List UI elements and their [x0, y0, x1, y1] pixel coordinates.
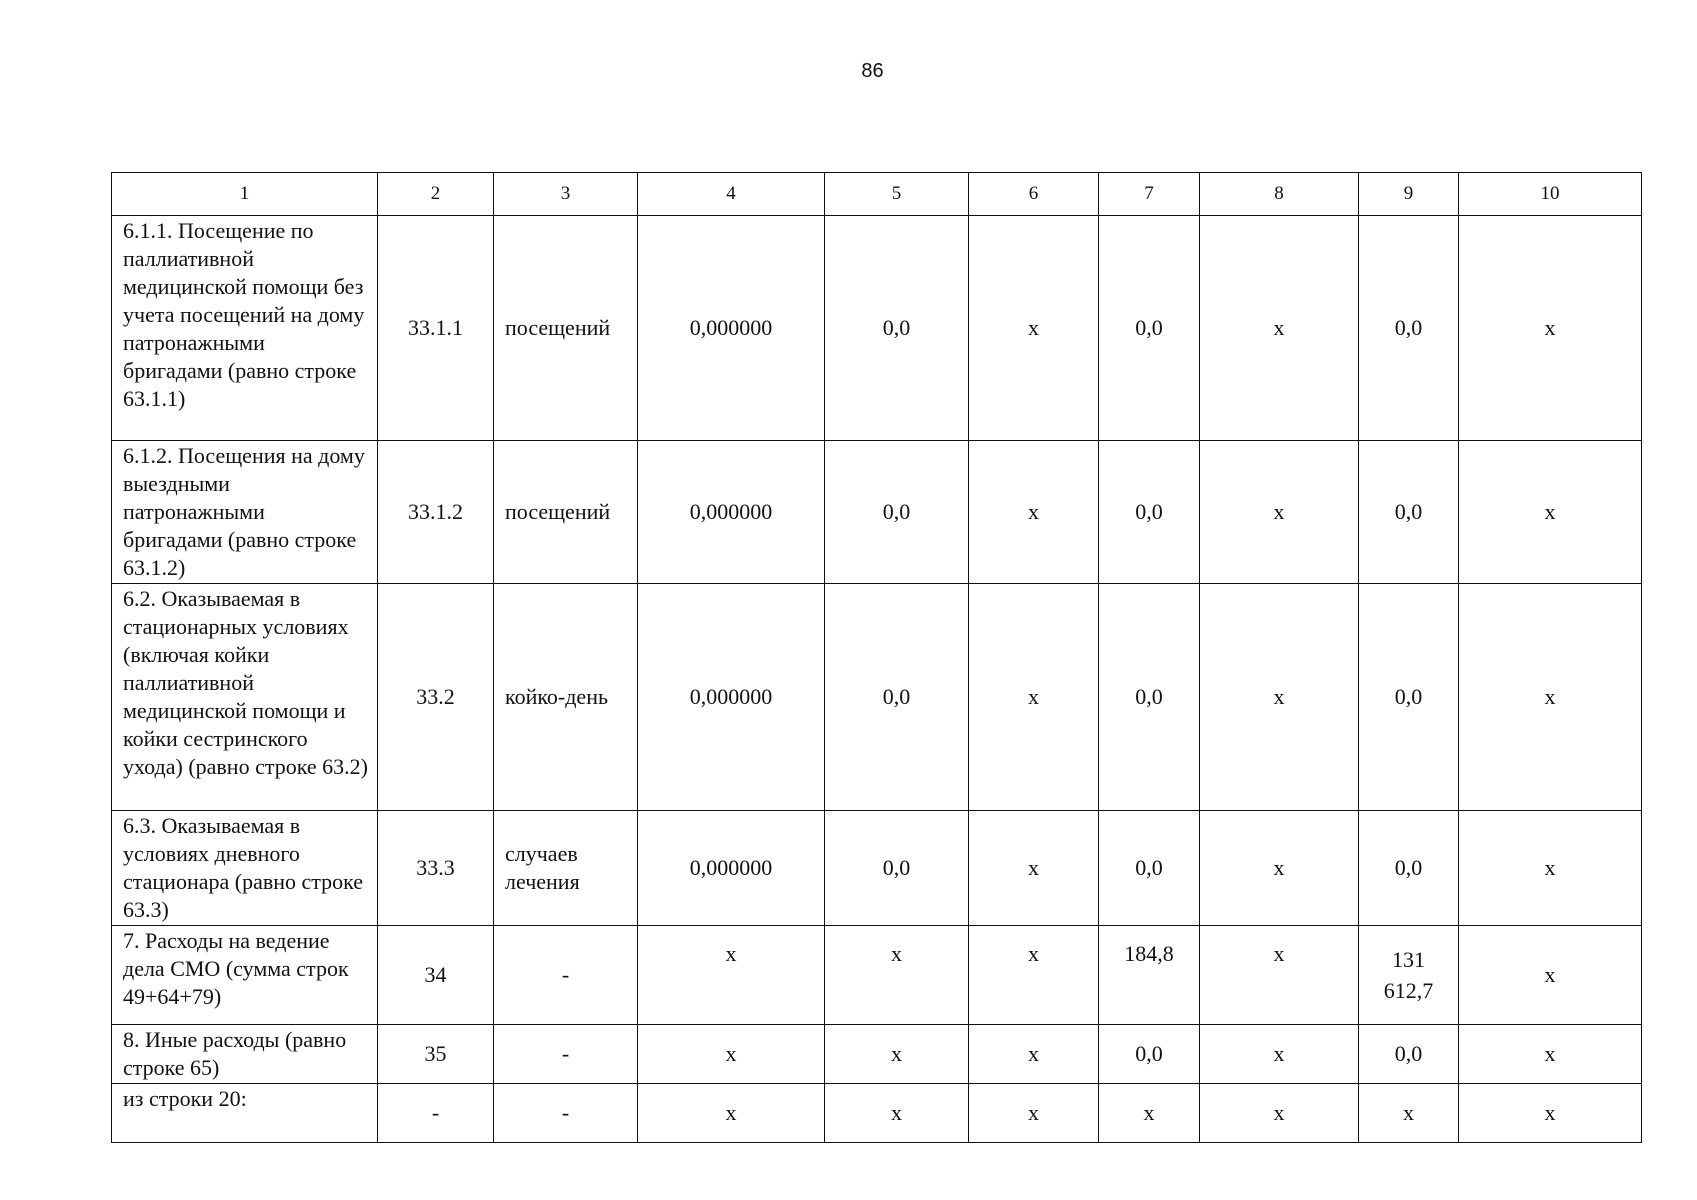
table-cell: 184,8 [1099, 926, 1200, 1025]
table-cell: 0,0 [825, 811, 969, 926]
column-header: 8 [1200, 173, 1359, 216]
table-cell: х [969, 1084, 1099, 1143]
table-cell: х [969, 584, 1099, 811]
table-row [112, 584, 1642, 811]
row-unit-cell: койко-день [494, 584, 638, 811]
table-cell: 0,0 [1099, 584, 1200, 811]
table-cell: 0,0 [825, 216, 969, 441]
table-cell: х [1459, 216, 1642, 441]
table-cell: 0,0 [825, 441, 969, 584]
table-cell: 0,0 [1359, 441, 1459, 584]
table-row [112, 1025, 1642, 1084]
table-cell: 0,0 [1099, 811, 1200, 926]
table-cell: 0,0 [1099, 441, 1200, 584]
table-row [112, 811, 1642, 926]
column-header: 3 [494, 173, 638, 216]
row-name-cell: 6.2. Оказываемая в стационарных условиях (включая койки паллиативной медицинской помощи и койки сестринского ухода) (равно строке 63.2) [112, 584, 378, 811]
column-header: 4 [638, 173, 825, 216]
table-cell: х [1459, 1025, 1642, 1084]
row-unit-cell: посещений [494, 216, 638, 441]
table-cell: х [1200, 926, 1359, 1025]
table-cell: 0,000000 [638, 441, 825, 584]
table-cell: х [1459, 1084, 1642, 1143]
table-cell: 0,000000 [638, 216, 825, 441]
row-code-cell: 33.1.2 [378, 441, 494, 584]
row-code-cell: 34 [378, 926, 494, 1025]
table-cell: х [1459, 811, 1642, 926]
table-cell: х [1200, 1025, 1359, 1084]
column-header: 7 [1099, 173, 1200, 216]
table-cell: х [1200, 1084, 1359, 1143]
row-name-cell: из строки 20: [112, 1084, 378, 1143]
table-cell: х [1359, 1084, 1459, 1143]
table-cell: х [638, 1084, 825, 1143]
row-code-cell: 33.1.1 [378, 216, 494, 441]
table-header-row [112, 173, 1642, 216]
table-cell: х [1200, 216, 1359, 441]
column-header: 9 [1359, 173, 1459, 216]
row-name-cell: 6.1.1. Посещение по паллиативной медицинской помощи без учета посещений на дому патронажными бригадами (равно строке 63.1.1) [112, 216, 378, 441]
table-cell: х [825, 1025, 969, 1084]
table-cell: х [1200, 584, 1359, 811]
row-unit-cell: - [494, 1025, 638, 1084]
table-cell: 0,0 [1099, 1025, 1200, 1084]
table-cell: х [825, 926, 969, 1025]
table-cell: х [1099, 1084, 1200, 1143]
column-header: 10 [1459, 173, 1642, 216]
column-header: 1 [112, 173, 378, 216]
table-cell: х [638, 926, 825, 1025]
table-cell: 0,0 [1359, 216, 1459, 441]
table-cell: 131 612,7 [1359, 926, 1459, 1025]
table-cell: х [969, 441, 1099, 584]
table-row [112, 1084, 1642, 1143]
row-unit-cell: случаев лечения [494, 811, 638, 926]
table-cell: х [825, 1084, 969, 1143]
table-cell: х [638, 1025, 825, 1084]
row-code-cell: 33.2 [378, 584, 494, 811]
table-cell: х [969, 1025, 1099, 1084]
row-name-cell: 7. Расходы на ведение дела СМО (сумма строк 49+64+79) [112, 926, 378, 1025]
table-cell: 0,0 [825, 584, 969, 811]
data-table [111, 172, 1642, 1143]
table-cell: 0,0 [1099, 216, 1200, 441]
table-cell: х [1459, 926, 1642, 1025]
row-name-cell: 8. Иные расходы (равно строке 65) [112, 1025, 378, 1084]
table-cell: х [1200, 441, 1359, 584]
table-cell: х [969, 216, 1099, 441]
row-unit-cell: - [494, 926, 638, 1025]
page-number: 86 [861, 60, 884, 82]
table-row [112, 216, 1642, 441]
row-code-cell: - [378, 1084, 494, 1143]
column-header: 6 [969, 173, 1099, 216]
table-cell: 0,000000 [638, 811, 825, 926]
row-unit-cell: - [494, 1084, 638, 1143]
column-header: 2 [378, 173, 494, 216]
table-cell: 0,0 [1359, 1025, 1459, 1084]
table-cell: х [1200, 811, 1359, 926]
table-cell: 0,000000 [638, 584, 825, 811]
table-cell: х [969, 811, 1099, 926]
row-code-cell: 35 [378, 1025, 494, 1084]
table-cell: 0,0 [1359, 811, 1459, 926]
row-name-cell: 6.3. Оказываемая в условиях дневного стационара (равно строке 63.3) [112, 811, 378, 926]
table-cell: х [1459, 441, 1642, 584]
table-row [112, 441, 1642, 584]
table-cell: х [1459, 584, 1642, 811]
table-cell: х [969, 926, 1099, 1025]
table-cell: 0,0 [1359, 584, 1459, 811]
row-name-cell: 6.1.2. Посещения на дому выездными патронажными бригадами (равно строке 63.1.2) [112, 441, 378, 584]
row-code-cell: 33.3 [378, 811, 494, 926]
table-row [112, 926, 1642, 1025]
column-header: 5 [825, 173, 969, 216]
row-unit-cell: посещений [494, 441, 638, 584]
